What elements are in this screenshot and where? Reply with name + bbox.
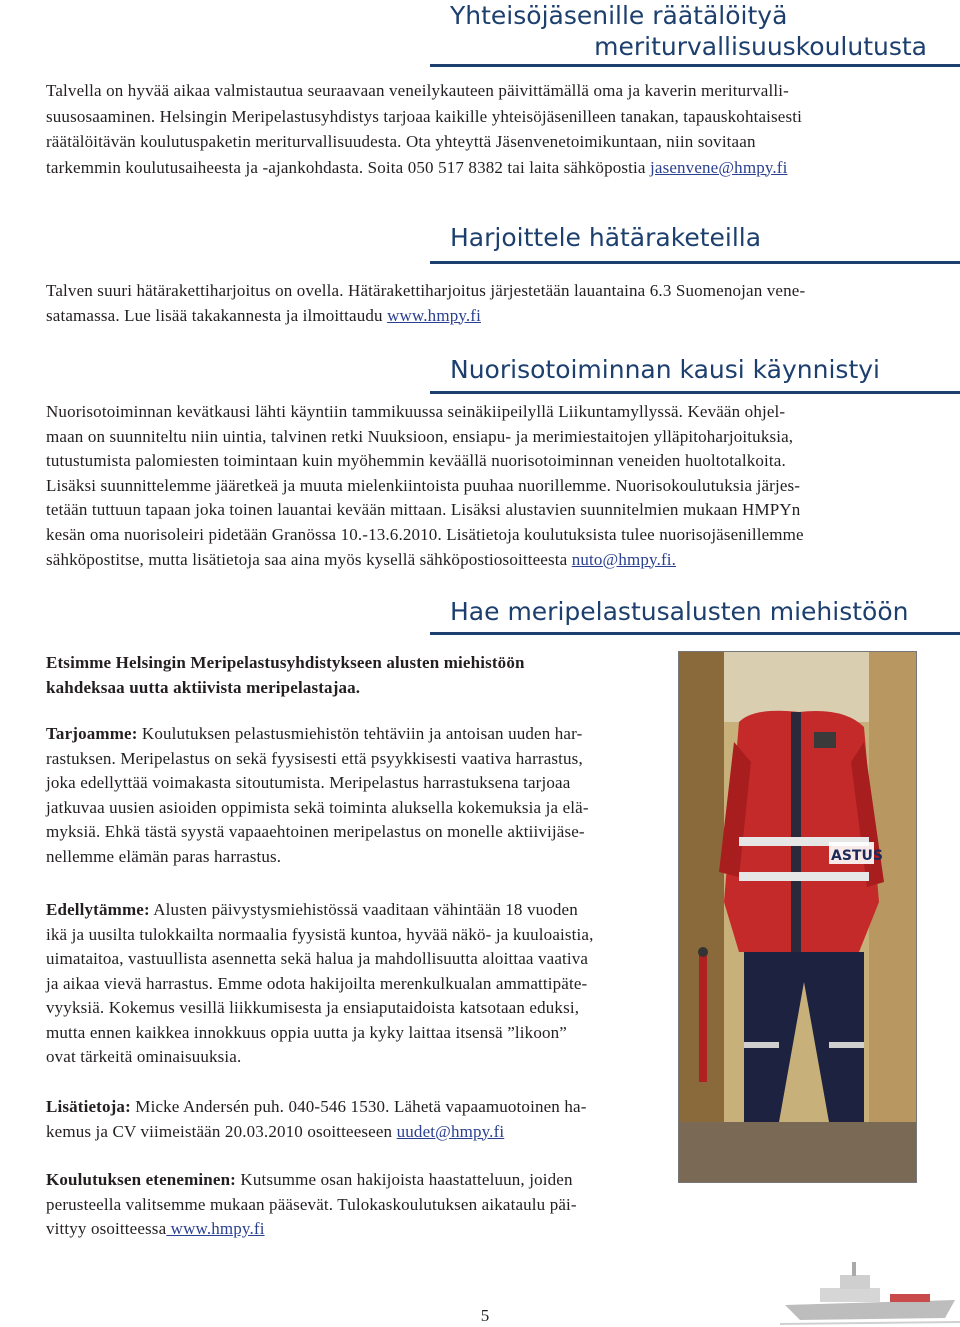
- text-line: tutustumista palomiesten toimintaan kuin myöhemmin keväällä nuorisotoiminnan veneiden huoltotalkoita.: [46, 451, 786, 471]
- text-line: tetään tuttuun tapaan joka toinen lauantai kevään mittaan. Lisäksi alustavien suunnitelmien mukaan HMPYn: [46, 500, 801, 520]
- info-paragraph: [46, 1095, 587, 1144]
- text-line: uimataitoa, vastuullista asennetta sekä halua ja mahdollisuutta aloittaa vaativa: [46, 949, 589, 968]
- text-line: kahdeksaa uutta aktiivista meripelastajaa.: [46, 678, 361, 697]
- section-heading-yhteisojasenet: [430, 0, 960, 62]
- text-line: Talven suuri hätärakettiharjoitus on ovella. Hätärakettiharjoitus järjestetään lauantaina 6.3 Suomenojan vene-: [46, 281, 806, 300]
- heading-rule: [430, 261, 960, 264]
- heading-text: Nuorisotoiminnan kausi käynnistyi: [450, 355, 881, 384]
- rescue-suit-photo: [678, 651, 917, 1183]
- progress-label: Koulutuksen eteneminen:: [46, 1170, 236, 1189]
- text-line: kesän oma nuorisoleiri pidetään Granössa 10.-13.6.2010. Lisätietoja koulutuksista tulee nuorisojäsenillemme: [46, 524, 804, 544]
- email-link-uudet[interactable]: uudet@hmpy.fi: [396, 1121, 505, 1141]
- text-fragment: Alusten päivystysmiehistössä vaaditaan vähintään 18 vuoden: [149, 900, 578, 919]
- heading-rule: [430, 391, 960, 394]
- section-heading-hataraketit: [430, 222, 960, 253]
- section3-paragraph: [46, 400, 804, 572]
- text-fragment: satamassa. Lue lisää takakannesta ja ilmoittaudu: [46, 305, 388, 325]
- text-line: nellemme elämän paras harrastus.: [46, 846, 282, 866]
- text-fragment: Micke Andersén puh. 040-546 1530. Lähetä vapaamuotoinen ha-: [130, 1097, 587, 1116]
- rescue-ship-graphic: [780, 1250, 960, 1327]
- section-heading-nuorisotoiminta: [430, 354, 960, 385]
- text-line: ikä ja uusilta tulokkailta normaalia fyysistä kuntoa, hyvää näkö- ja kuuloaistia,: [46, 924, 594, 944]
- section-heading-miehisto: [430, 596, 960, 627]
- text-line: myksiä. Ehkä tästä syystä vapaaehtoinen meripelastus on monelle aktiivijäse-: [46, 822, 585, 841]
- text-line: jatkuvaa uusien asioiden oppimista sekä toiminta aluksella kokemuksia ja elä-: [46, 797, 589, 817]
- heading-line-1: Yhteisöjäsenille räätälöityä: [450, 1, 788, 30]
- rescue-suit-illustration: [679, 652, 916, 1182]
- recruit-intro: [46, 650, 525, 700]
- heading-text: Harjoittele hätäraketeilla: [450, 223, 762, 252]
- heading-rule: [430, 64, 960, 67]
- text-line: [46, 898, 594, 923]
- text-line: Talvella on hyvää aikaa valmistautua seuraavaan veneilykauteen päivittämällä oma ja kaverin meriturvalli-: [46, 81, 789, 100]
- requirements-paragraph: [46, 898, 594, 1070]
- text-line: Lisäksi suunnittelemme jääretkeä ja muuta mielenkiintoista puuhaa nuorillemme. Nuorisokoulutuksia järjes-: [46, 475, 801, 495]
- website-link[interactable]: www.hmpy.fi: [387, 305, 481, 325]
- section2-paragraph: [46, 279, 805, 328]
- heading-rule: [430, 632, 960, 635]
- text-fragment: sähköpostitse, mutta lisätietoja saa aina myös kysellä sähköpostiosoitteesta: [46, 549, 572, 569]
- text-line: [46, 1095, 587, 1120]
- text-line: mutta ennen kaikkea innokkuus oppia uutta ja kyky laittaa itsensä ”likoon”: [46, 1022, 567, 1042]
- text-line: [46, 722, 589, 747]
- offer-label: Tarjoamme:: [46, 724, 138, 743]
- text-fragment: tarkemmin koulutusaiheesta ja -ajankohdasta. Soita 050 517 8382 tai laita sähköpostia: [46, 157, 650, 177]
- requirements-label: Edellytämme:: [46, 900, 150, 919]
- info-label: Lisätietoja:: [46, 1097, 131, 1116]
- text-line: [46, 1120, 587, 1145]
- text-fragment: Koulutuksen pelastusmiehistön tehtäviin ja antoisan uuden har-: [137, 724, 583, 743]
- text-fragment: Kutsumme osan hakijoista haastatteluun, joiden: [236, 1170, 573, 1189]
- text-line: ja aikaa vievä harrastus. Emme odota hakijoilta merenkulkualan ammattipäte-: [46, 973, 588, 993]
- text-line: rastuksen. Meripelastus on sekä fyysisesti että psyykkisesti vaativa harrastus,: [46, 748, 583, 768]
- text-line: [46, 1168, 577, 1193]
- text-line: vyyksiä. Kokemus vesillä liikkumisesta ja ensiaputaidoista katsotaan eduksi,: [46, 998, 580, 1017]
- text-fragment: kemus ja CV viimeistään 20.03.2010 osoitteeseen: [46, 1121, 397, 1141]
- heading-line-2: meriturvallisuuskoulutusta: [594, 32, 927, 61]
- progress-paragraph: [46, 1168, 577, 1242]
- text-line: ovat tärkeitä ominaisuuksia.: [46, 1047, 242, 1066]
- text-line: suusosaaminen. Helsingin Meripelastusyhdistys tarjoaa kaikille yhteisöjäsenilleen tanakan, tapauskohtaisesti: [46, 106, 803, 126]
- text-fragment: vittyy osoitteessa: [46, 1219, 167, 1238]
- text-line: joka edellyttää voimakasta sitoutumista. Meripelastus harrastuksena tarjoaa: [46, 773, 571, 792]
- text-line: maan on suunniteltu niin uintia, talvinen retki Nuuksioon, ensiapu- ja merimiestaitojen ylläpitoharjoituksia,: [46, 426, 794, 446]
- text-line: Nuorisotoiminnan kevätkausi lähti käyntiin tammikuussa seinäkiipeilyllä Liikuntamyllyssä. Kevään ohjel-: [46, 402, 786, 421]
- email-link-jasenvene[interactable]: jasenvene@hmpy.fi: [650, 157, 788, 177]
- text-line: Etsimme Helsingin Meripelastusyhdistykseen alusten miehistöön: [46, 653, 525, 672]
- website-link[interactable]: www.hmpy.fi: [166, 1219, 265, 1238]
- heading-text: Hae meripelastusalusten miehistöön: [450, 597, 909, 626]
- text-line: räätälöitävän koulutuspaketin meriturvallisuudesta. Ota yhteyttä Jäsenvenetoimikuntaan, niin sovitaan: [46, 132, 756, 151]
- offer-paragraph: [46, 722, 589, 869]
- email-link-nuto[interactable]: nuto@hmpy.fi.: [571, 549, 677, 569]
- page-number: 5: [480, 1306, 490, 1325]
- suit-print-text: ASTUS: [831, 848, 883, 864]
- text-line: [46, 1217, 577, 1242]
- text-line: perusteella valitsemme mukaan pääsevät. Tulokaskoulutuksen aikataulu päi-: [46, 1194, 577, 1214]
- text-line: [46, 548, 804, 573]
- section1-paragraph: [46, 78, 802, 180]
- text-line: [46, 304, 805, 329]
- text-line: [46, 155, 802, 181]
